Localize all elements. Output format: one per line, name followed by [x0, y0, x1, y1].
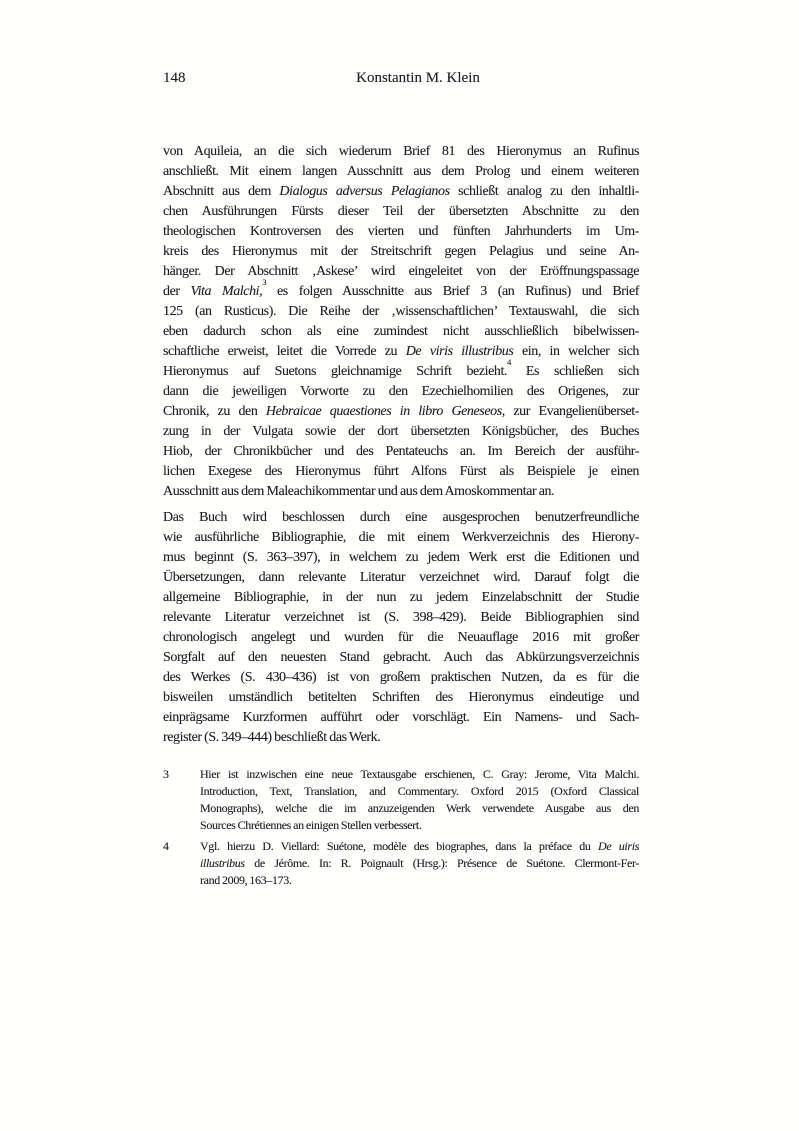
text-line	[163, 302, 639, 322]
text-run: Sorgfalt auf den neuesten Stand gebracht. Auch das Abkürzungsverzeichnis	[163, 650, 639, 665]
text-run: kreis des Hieronymus mit der Streitschrift gegen Pelagius und seine An-	[163, 244, 639, 259]
text-run: Ausschnitt aus dem Maleachikommentar und aus dem Amoskommentar an.	[163, 484, 555, 499]
text-run: de Jérôme. In: R. Poignault (Hrsg.): Présence de Suétone. Clermont-Fer-	[244, 856, 639, 870]
footnote-3	[163, 766, 639, 834]
text-run: relevante Literatur verzeichnet ist (S. 398–429). Beide Bibliographien sind	[163, 610, 639, 625]
text-run: rand 2009, 163–173.	[200, 873, 292, 887]
text-line	[163, 322, 639, 342]
text-run: , zur Evangelienüberset-	[501, 404, 639, 419]
text-run: Übersetzungen, dann relevante Literatur verzeichnet wird. Darauf folgt die	[163, 570, 639, 585]
italic-title: Vita Malchi,	[190, 284, 263, 299]
text-line	[163, 482, 639, 502]
text-line	[163, 462, 639, 482]
text-run: Vgl. hierzu D. Viellard: Suétone, modèle des biographes, dans la préface du	[200, 839, 599, 853]
text-run: chronologisch angelegt und wurden für die Neuauflage 2016 mit großer	[163, 630, 639, 645]
text-line	[163, 688, 639, 708]
text-run: 125 (an Rusticus). Die Reihe der ‚wissenschaftlichen’ Textauswahl, die sich	[163, 304, 639, 319]
body-text-block	[163, 142, 639, 748]
text-run: Chronik, zu den	[163, 404, 266, 419]
text-line	[163, 222, 639, 242]
text-run: dann die jeweiligen Vorworte zu den Ezechielhomilien des Origenes, zur	[163, 384, 639, 399]
text-run: Sources Chrétiennes an einigen Stellen verbessert.	[200, 818, 422, 832]
text-run: zung in der Vulgata sowie der dort übersetzten Königsbücher, des Buches	[163, 424, 639, 439]
body-paragraph-2	[163, 508, 639, 748]
text-run: anschließt. Mit einem langen Ausschnitt aus dem Prolog und einem weiteren	[163, 164, 639, 179]
footnote-4	[163, 838, 639, 889]
text-run: Das Buch wird beschlossen durch eine ausgesprochen benutzerfreundliche	[163, 510, 639, 525]
text-run: Es schließen sich	[510, 364, 639, 379]
text-run: der	[163, 284, 191, 299]
text-run: einprägsame Kurzformen aufführt oder vorschlägt. Ein Namens- und Sach-	[163, 710, 639, 725]
text-run: mus beginnt (S. 363–397), in welchem zu jedem Werk erst die Editionen und	[163, 550, 639, 565]
footnote-marker: 4	[507, 357, 511, 368]
text-line	[200, 783, 639, 800]
text-line	[163, 548, 639, 568]
text-run: eben dadurch schon als eine zumindest nicht ausschließlich bibelwissen-	[163, 324, 639, 339]
text-line	[163, 382, 639, 402]
text-line	[163, 528, 639, 548]
text-run: theologischen Kontroversen des vierten und fünften Jahrhunderts im Um-	[163, 224, 639, 239]
text-line	[163, 568, 639, 588]
footnote-number: 4	[163, 839, 169, 853]
running-head-author: Konstantin M. Klein	[356, 70, 480, 86]
text-run: des Werkes (S. 430–436) ist von großem praktischen Nutzen, da es für die	[163, 670, 639, 685]
text-run: register (S. 349–444) beschließt das Werk.	[163, 730, 381, 745]
footnotes-section	[163, 766, 639, 889]
running-header	[163, 68, 639, 88]
text-run: Hieronymus auf Suetons gleichnamige Schrift bezieht.	[163, 364, 508, 379]
text-run: schließt analog zu den inhaltli-	[449, 184, 639, 199]
italic-title: De viris illustribus	[405, 344, 514, 359]
text-line	[163, 648, 639, 668]
text-line	[163, 342, 639, 362]
italic-title: Dialogus adversus Pelagianos	[279, 184, 450, 199]
text-line	[163, 202, 639, 222]
text-line	[163, 402, 639, 422]
italic-title: De uiris	[598, 839, 640, 853]
text-line	[163, 628, 639, 648]
text-run: wie ausführliche Bibliographie, die mit einem Werkverzeichnis des Hierony-	[163, 530, 639, 545]
text-line	[163, 588, 639, 608]
text-run: ein, in welcher sich	[513, 344, 639, 359]
text-line	[163, 162, 639, 182]
text-run: Introduction, Text, Translation, and Commentary. Oxford 2015 (Oxford Classical	[200, 784, 639, 798]
italic-title: illustribus	[200, 856, 245, 870]
text-run: von Aquileia, an die sich wiederum Brief 81 des Hieronymus an Rufinus	[163, 144, 639, 159]
text-line	[163, 242, 639, 262]
footnote-text	[200, 838, 639, 889]
text-run: lichen Exegese des Hieronymus führt Alfons Fürst als Beispiele je einen	[163, 464, 639, 479]
text-line	[163, 422, 639, 442]
text-run: es folgen Ausschnitte aus Brief 3 (an Rufinus) und Brief	[266, 284, 639, 299]
text-line	[200, 766, 639, 783]
text-line	[200, 872, 639, 889]
text-run: Hiob, der Chronikbücher und des Pentateuchs an. Im Bereich der ausführ-	[163, 444, 639, 459]
footnote-number: 3	[163, 767, 169, 781]
text-run: chen Ausführungen Fürsts dieser Teil der übersetzten Abschnitte zu den	[163, 204, 639, 219]
text-run: Monographs), welche die im anzuzeigenden Werk verwendete Ausgabe aus den	[200, 801, 639, 815]
text-line	[200, 855, 639, 872]
text-line	[200, 800, 639, 817]
footnote-text	[200, 766, 639, 834]
text-run: schaftliche erweist, leitet die Vorrede zu	[163, 344, 406, 359]
text-run: bisweilen umständlich betitelten Schriften des Hieronymus eindeutige und	[163, 690, 639, 705]
text-line	[163, 357, 639, 382]
italic-title: Hebraicae quaestiones in libro Geneseos	[265, 404, 502, 419]
text-line	[163, 262, 639, 282]
text-line	[163, 668, 639, 688]
body-paragraph-1	[163, 142, 639, 502]
text-run: allgemeine Bibliographie, in der nun zu jedem Einzelabschnitt der Studie	[163, 590, 639, 605]
text-line	[163, 277, 639, 302]
text-line	[163, 608, 639, 628]
text-line	[163, 728, 639, 748]
text-line	[163, 442, 639, 462]
text-run: Hier ist inzwischen eine neue Textausgabe erschienen, C. Gray: Jerome, Vita Malchi.	[200, 767, 639, 781]
text-run: hänger. Der Abschnitt ‚Askese’ wird eingeleitet von der Eröffnungspassage	[163, 264, 639, 279]
text-line	[163, 142, 639, 162]
text-line	[163, 508, 639, 528]
text-line	[163, 708, 639, 728]
text-line	[200, 817, 639, 834]
text-line	[200, 838, 639, 855]
text-run: Abschnitt aus dem	[163, 184, 280, 199]
page-number: 148	[163, 70, 186, 86]
footnote-marker: 3	[262, 277, 267, 288]
text-line	[163, 182, 639, 202]
